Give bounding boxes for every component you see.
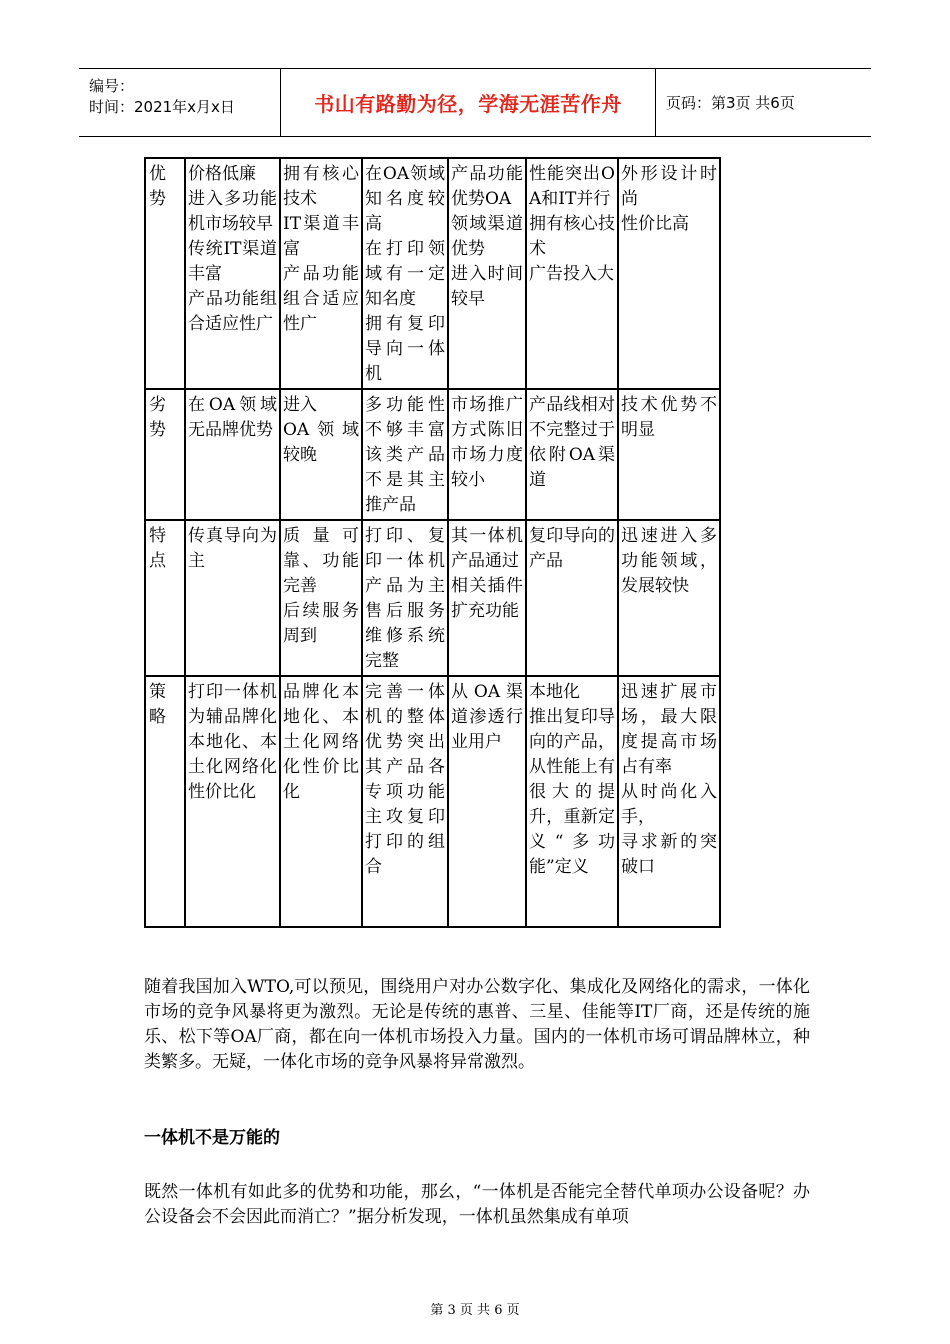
body-paragraph: 随着我国加入WTO,可以预见，围绕用户对办公数字化、集成化及网络化的需求，一体化市场的竞争风暴将更为激烈。无论是传统的惠普、三星、佳能等IT厂商，还是传统的施乐、松下等OA厂商，都在向一体机市场投入力量。国内的一体机市场可谓品牌林立，种类繁多。无疑，一体化市场的竞争风暴将异常激烈。	[144, 977, 810, 1072]
table-cell: 多功能性不够丰富该类产品不是其主推产品	[362, 389, 448, 520]
header-page-code: 页码：第3页 共6页	[666, 94, 795, 112]
table-cell: 拥有核心技术 IT渠道丰富 产品功能组合适应性广	[280, 158, 362, 389]
table-cell: 外形设计时尚 性价比高	[618, 158, 720, 389]
body-paragraph: 既然一体机有如此多的优势和功能，那幺，“一体机是否能完全替代单项办公设备呢？办公设备会不会因此而消亡？”据分析发现，一体机虽然集成有单项	[144, 1182, 810, 1227]
table-cell: 完善一体机的整体优势突出其产品各专项功能主攻复印打印的组合	[362, 676, 448, 927]
comparison-table	[144, 157, 721, 928]
document-number-label: 编号：	[89, 77, 135, 95]
table-row-features	[145, 520, 720, 676]
table-cell: 技术优势不明显	[618, 389, 720, 520]
table-cell: 质量可靠、功能完善 后续服务周到	[280, 520, 362, 676]
table-cell: 市场推广方式陈旧市场力度较小	[448, 389, 526, 520]
table-cell: 进入 OA领域较晚	[280, 389, 362, 520]
row-header-strategy: 策略	[145, 676, 185, 927]
table-cell: 本地化 推出复印导向的产品，从性能上有很大的提升，重新定义“多功能”定义	[526, 676, 618, 927]
table-cell: 打印一体机为辅品牌化本地化、本土化网络化性价比化	[185, 676, 280, 927]
table-cell: 产品功能优势OA 领域渠道优势 进入时间较早	[448, 158, 526, 389]
table-row-strategy	[145, 676, 720, 927]
table-cell: 在OA领域无品牌优势	[185, 389, 280, 520]
row-header-advantages: 优势	[145, 158, 185, 389]
table-cell: 从OA渠道渗透行业用户	[448, 676, 526, 927]
table-cell: 其一体机产品通过 相关插件扩充功能	[448, 520, 526, 676]
row-header-disadvantages: 劣势	[145, 389, 185, 520]
table-cell: 传真导向为主	[185, 520, 280, 676]
table-cell: 迅速扩展市场，最大限度提高市场占有率 从时尚化入手， 寻求新的突破口	[618, 676, 720, 927]
page-header	[79, 68, 871, 137]
table-cell: 打印、复印一体机产品为主售后服务维修系统完整	[362, 520, 448, 676]
header-motto: 书山有路勤为径，学海无涯苦作舟	[314, 92, 622, 116]
page-footer: 第 3 页 共 6 页	[430, 1303, 520, 1318]
table-row-disadvantages	[145, 389, 720, 520]
table-cell: 在OA领域知名度较高 在打印领域有一定知名度 拥有复印导向一体机	[362, 158, 448, 389]
header-meta	[79, 69, 280, 136]
table-cell: 迅速进入多功能领域，发展较快	[618, 520, 720, 676]
table-row-advantages	[145, 158, 720, 389]
document-time-label: 时间：2021年x月x日	[89, 98, 235, 116]
table-cell: 复印导向的产品	[526, 520, 618, 676]
section-heading: 一体机不是万能的	[144, 1128, 280, 1148]
table-cell: 价格低廉 进入多功能机市场较早 传统IT渠道丰富 产品功能组合适应性广	[185, 158, 280, 389]
row-header-features: 特点	[145, 520, 185, 676]
table-cell: 性能突出OA和IT并行 拥有核心技术 广告投入大	[526, 158, 618, 389]
table-cell: 品牌化本地化、本土化网络化性价比化	[280, 676, 362, 927]
table-cell: 产品线相对不完整过于依附OA渠道	[526, 389, 618, 520]
